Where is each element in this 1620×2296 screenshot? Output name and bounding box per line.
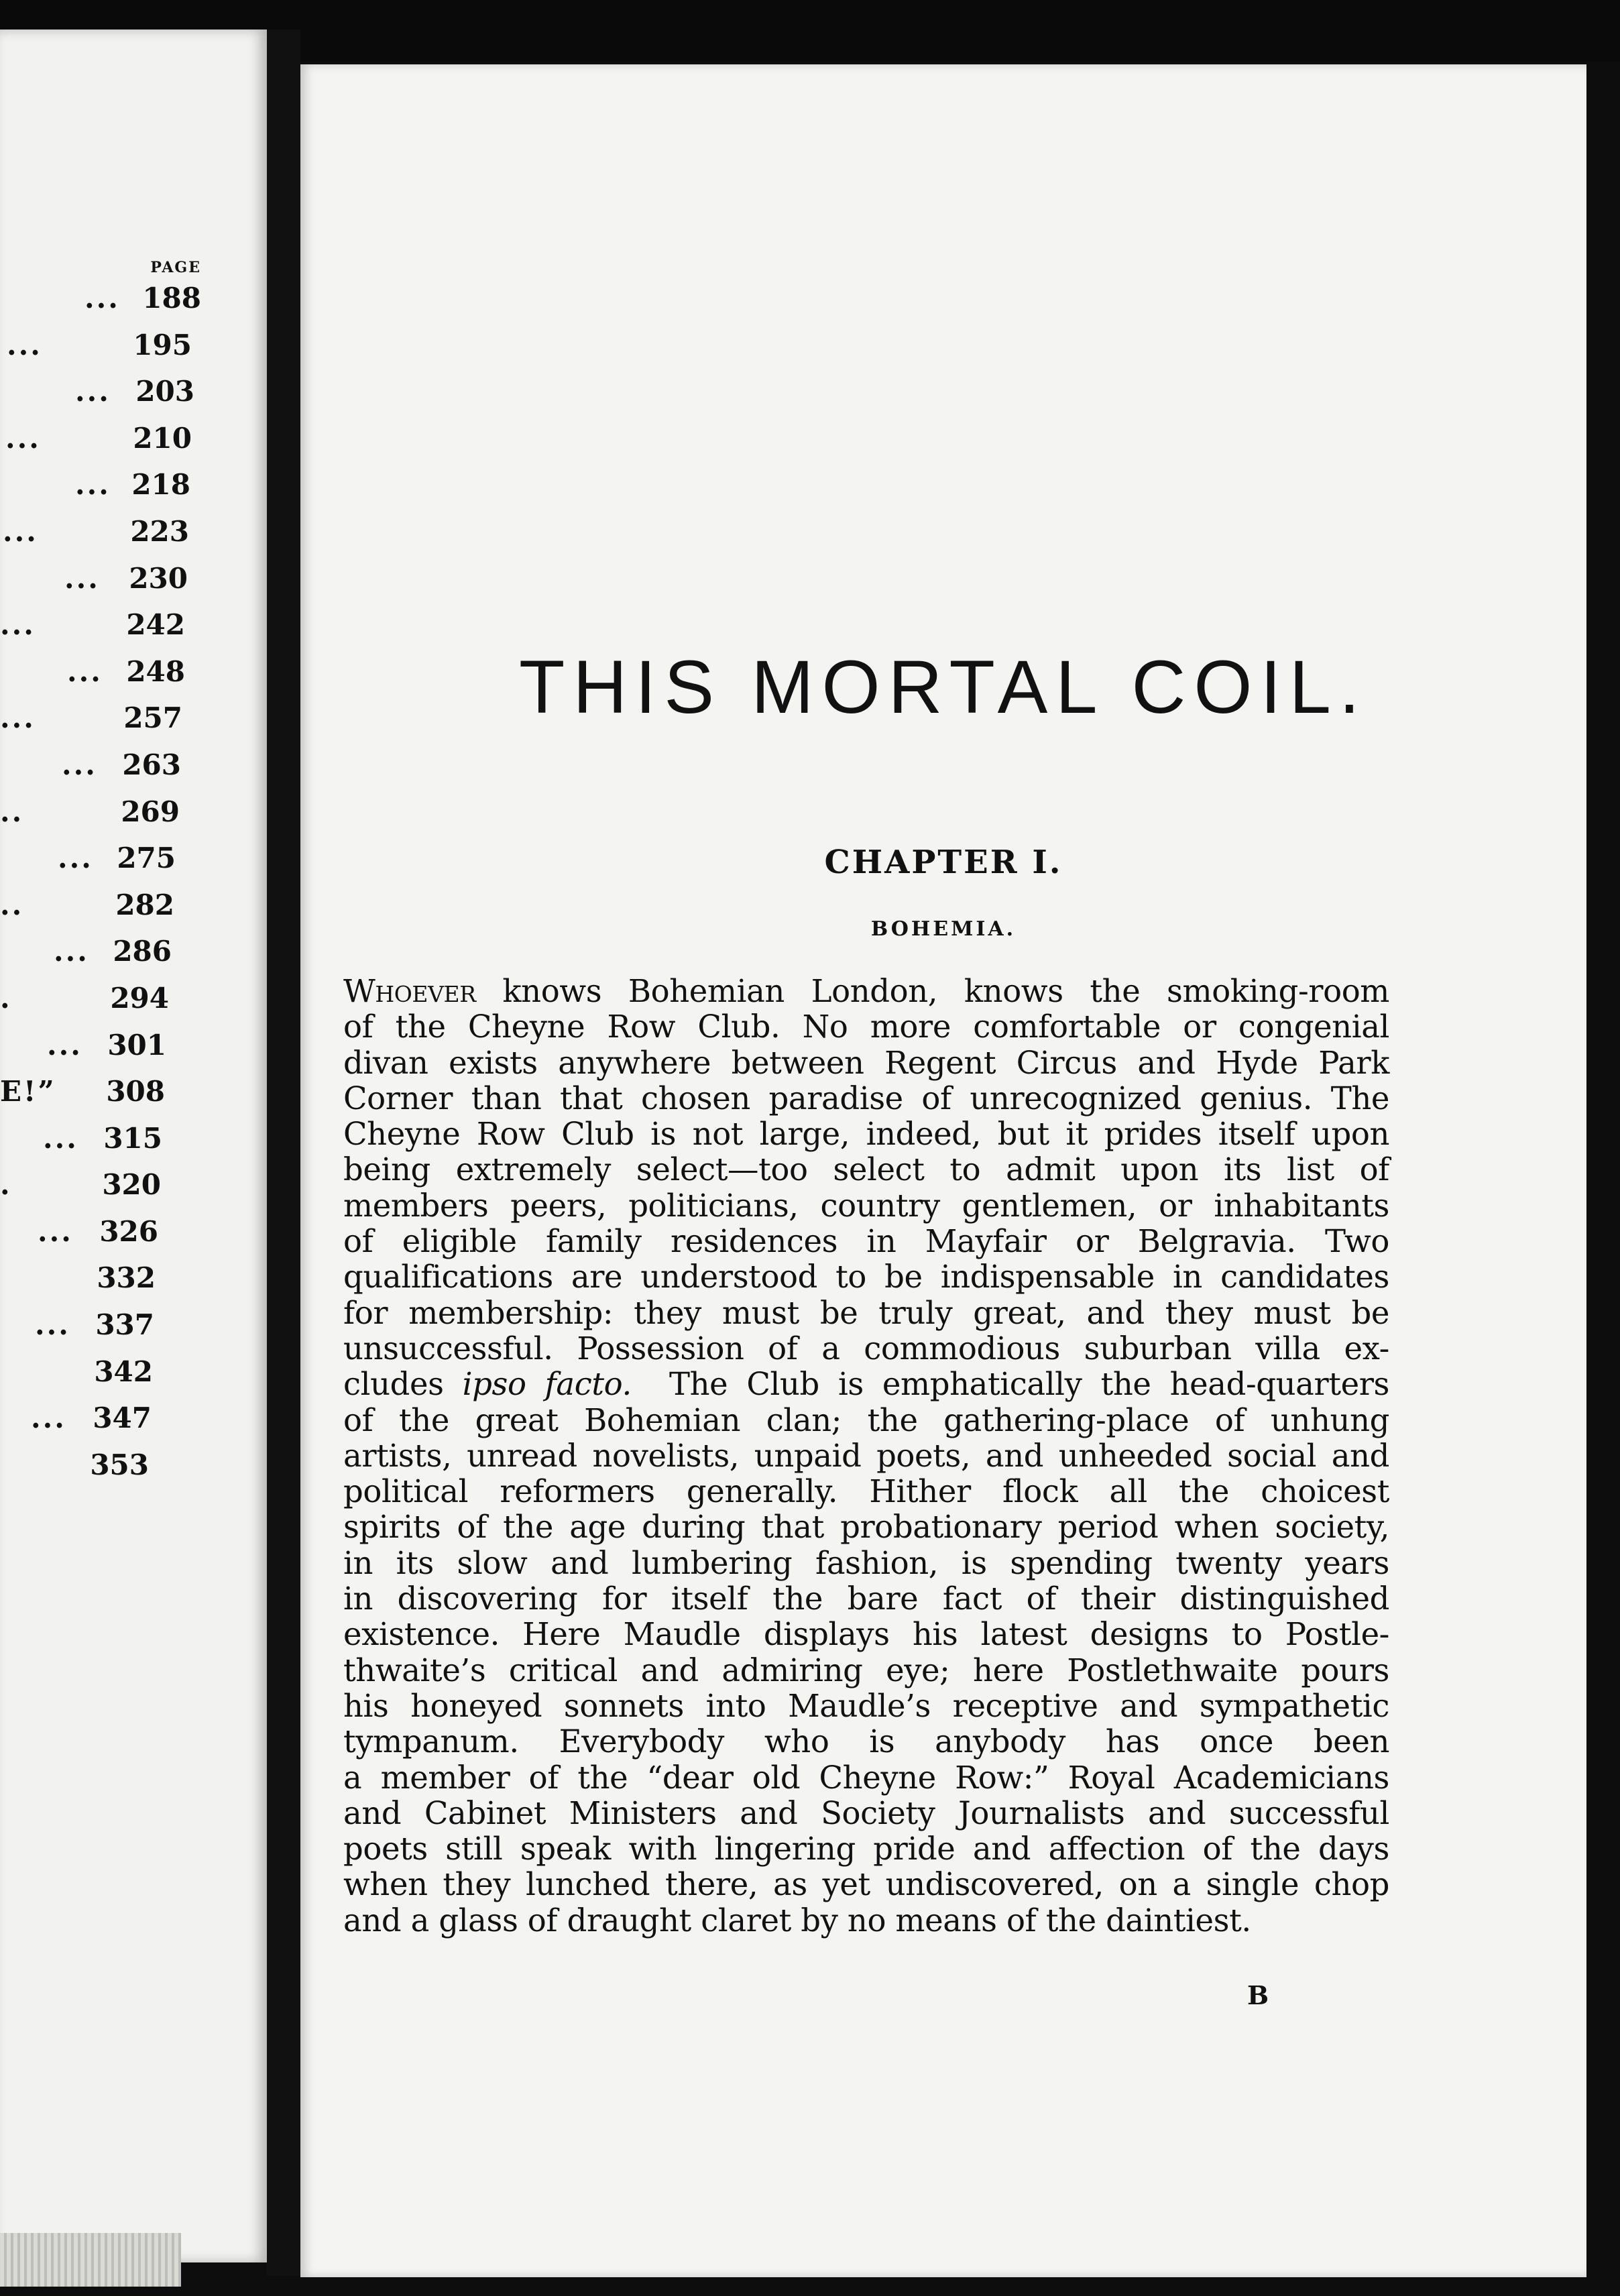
contents-entry-leader: ... bbox=[62, 748, 97, 781]
contents-page-number: 263 bbox=[122, 748, 181, 781]
contents-page-number: 188 bbox=[142, 282, 201, 314]
contents-page-number: 275 bbox=[117, 842, 176, 875]
contents-page-number: 286 bbox=[113, 935, 172, 968]
text-line: being extremely select—too select to admit upon its list of bbox=[343, 1151, 1389, 1188]
contents-entry bbox=[0, 1029, 201, 1076]
contents-entry bbox=[0, 1261, 201, 1308]
contents-entry-leader: ... bbox=[0, 608, 36, 642]
contents-entry bbox=[0, 701, 201, 748]
text-line: artists, unread novelists, unpaid poets, and unheeded social and bbox=[343, 1437, 1389, 1474]
text-line: for membership: they must be truly great, and they must be bbox=[343, 1294, 1389, 1331]
contents-entry bbox=[0, 888, 201, 935]
contents-page-number: 320 bbox=[102, 1168, 161, 1202]
text-line: in its slow and lumbering fashion, is spending twenty years bbox=[343, 1544, 1389, 1581]
contents-page-number: 353 bbox=[90, 1448, 149, 1481]
contents-entry-leader: ... bbox=[5, 421, 41, 455]
contents-entry bbox=[0, 1308, 201, 1355]
text-line: a member of the “dear old Cheyne Row:” Royal Academicians bbox=[343, 1759, 1389, 1796]
contents-entry-leader: ... bbox=[0, 701, 36, 735]
text-line: Corner than that chosen paradise of unrecognized genius. The bbox=[343, 1080, 1389, 1116]
contents-page-number: 282 bbox=[115, 888, 174, 921]
text-line: poets still speak with lingering pride and affection of the days bbox=[343, 1831, 1389, 1868]
contents-page-number: 315 bbox=[103, 1121, 162, 1155]
contents-entry bbox=[0, 982, 201, 1029]
contents-entry-leader: . bbox=[0, 981, 12, 1015]
contents-entry bbox=[0, 1215, 201, 1262]
contents-entry-leader: ... bbox=[67, 654, 103, 688]
contents-entry bbox=[0, 748, 201, 795]
contents-page-number: 210 bbox=[133, 421, 192, 455]
contents-entry bbox=[0, 1448, 201, 1495]
chapter-body bbox=[343, 974, 1389, 1939]
text-line: his honeyed sonnets into Maudle’s receptive and sympathetic bbox=[343, 1687, 1389, 1724]
contents-entry-leader: . bbox=[0, 1168, 12, 1202]
contents-entry bbox=[0, 795, 201, 842]
contents-entry bbox=[0, 608, 201, 655]
text-line: members peers, politicians, country gentlemen, or inhabitants bbox=[343, 1187, 1389, 1224]
contents-page-number: 332 bbox=[97, 1261, 156, 1295]
contents-page-number: 337 bbox=[95, 1308, 154, 1342]
contents-entry-leader: ... bbox=[47, 1028, 82, 1061]
contents-page-number: 301 bbox=[107, 1028, 166, 1061]
contents-entry-leader: ... bbox=[31, 1401, 66, 1435]
book-gutter bbox=[267, 30, 300, 2276]
contents-entry bbox=[0, 562, 201, 609]
text-line: unsuccessful. Possession of a commodious suburban villa ex- bbox=[343, 1330, 1389, 1367]
contents-entry bbox=[0, 282, 201, 329]
opening-word: Whoever bbox=[343, 973, 476, 1009]
contents-entry bbox=[0, 1168, 201, 1215]
text-line: Cheyne Row Club is not large, indeed, but it prides itself upon bbox=[343, 1116, 1389, 1153]
contents-page-number: 230 bbox=[129, 561, 188, 595]
contents-page-number: 242 bbox=[126, 608, 185, 642]
page-edges bbox=[0, 2233, 181, 2287]
contents-page-number: 342 bbox=[94, 1355, 153, 1388]
contents-entry-leader: E!” bbox=[0, 1075, 56, 1108]
contents-entry-leader: ... bbox=[35, 1308, 70, 1342]
contents-page-heading: PAGE bbox=[150, 259, 201, 276]
contents-entry-leader: ... bbox=[43, 1121, 78, 1155]
contents-page-numbers bbox=[0, 282, 201, 1495]
contents-entry-leader: ... bbox=[58, 842, 93, 875]
text-line: divan exists anywhere between Regent Circus and Hyde Park bbox=[343, 1044, 1389, 1081]
contents-page-number: 203 bbox=[135, 375, 194, 408]
contents-entry-leader: ... bbox=[54, 935, 89, 968]
contents-entry-leader: .. bbox=[0, 888, 24, 921]
contents-entry-leader: ... bbox=[84, 282, 120, 314]
signature-mark: B bbox=[1247, 1980, 1269, 2010]
text-line: political reformers generally. Hither flock all the choicest bbox=[343, 1473, 1389, 1510]
text-line: of the great Bohemian clan; the gathering-place of unhung bbox=[343, 1401, 1389, 1438]
contents-page-number: 308 bbox=[106, 1075, 165, 1108]
contents-entry bbox=[0, 1401, 201, 1448]
text-line: when they lunched there, as yet undiscovered, on a single chop bbox=[343, 1866, 1389, 1903]
text-line: thwaite’s critical and admiring eye; here Postlethwaite pours bbox=[343, 1652, 1389, 1688]
contents-entry-leader: ... bbox=[64, 561, 100, 595]
text-line: Whoever knows Bohemian London, knows the smoking-room bbox=[343, 973, 1389, 1009]
text-line: spirits of the age during that probationary period when society, bbox=[343, 1509, 1389, 1546]
contents-page-number: 294 bbox=[110, 981, 169, 1015]
text-line: cludes ipso facto. The Club is emphatically the head-quarters bbox=[343, 1366, 1390, 1403]
contents-entry bbox=[0, 422, 201, 469]
contents-page-number: 223 bbox=[130, 514, 189, 548]
contents-entry-leader: ... bbox=[38, 1214, 73, 1248]
contents-page-number: 326 bbox=[99, 1214, 158, 1248]
contents-entry-leader: .. bbox=[0, 795, 24, 828]
text-line: qualifications are understood to be indispensable in candidates bbox=[343, 1259, 1389, 1296]
text-line: of eligible family residences in Mayfair or Belgravia. Two bbox=[343, 1223, 1389, 1260]
contents-entry bbox=[0, 515, 201, 562]
text-line: in discovering for itself the bare fact of their distinguished bbox=[343, 1581, 1389, 1617]
contents-entry bbox=[0, 842, 201, 888]
contents-entry-leader: ... bbox=[75, 375, 111, 408]
text-line: and Cabinet Ministers and Society Journalists and successful bbox=[343, 1794, 1389, 1831]
text-line: existence. Here Maudle displays his latest designs to Postle- bbox=[343, 1616, 1389, 1653]
chapter-subtitle: BOHEMIA. bbox=[870, 917, 1017, 941]
contents-entry bbox=[0, 655, 201, 702]
contents-entry-leader: ... bbox=[75, 468, 111, 502]
italic-phrase: ipso facto. bbox=[462, 1366, 632, 1403]
contents-entry bbox=[0, 1122, 201, 1169]
text-line: and a glass of draught claret by no means of the daintiest. bbox=[343, 1902, 1251, 1939]
contents-entry-leader: ... bbox=[7, 328, 42, 361]
contents-entry bbox=[0, 935, 201, 982]
contents-entry bbox=[0, 375, 201, 422]
contents-page-number: 195 bbox=[133, 328, 192, 361]
contents-entry-leader: ... bbox=[3, 514, 38, 548]
contents-entry bbox=[0, 468, 201, 515]
chapter-title: CHAPTER I. bbox=[824, 844, 1063, 881]
contents-entry bbox=[0, 1075, 201, 1122]
contents-entry bbox=[0, 329, 201, 376]
contents-page-number: 269 bbox=[121, 795, 180, 828]
contents-page-number: 248 bbox=[126, 654, 185, 688]
contents-entry bbox=[0, 1355, 201, 1402]
contents-page-number: 347 bbox=[93, 1401, 152, 1435]
contents-page-number: 218 bbox=[131, 468, 190, 502]
text-line: of the Cheyne Row Club. No more comfortable or congenial bbox=[343, 1009, 1389, 1045]
text-line: tympanum. Everybody who is anybody has once been bbox=[343, 1723, 1389, 1760]
contents-page-number: 257 bbox=[123, 701, 182, 735]
book-title: THIS MORTAL COIL. bbox=[518, 645, 1369, 729]
